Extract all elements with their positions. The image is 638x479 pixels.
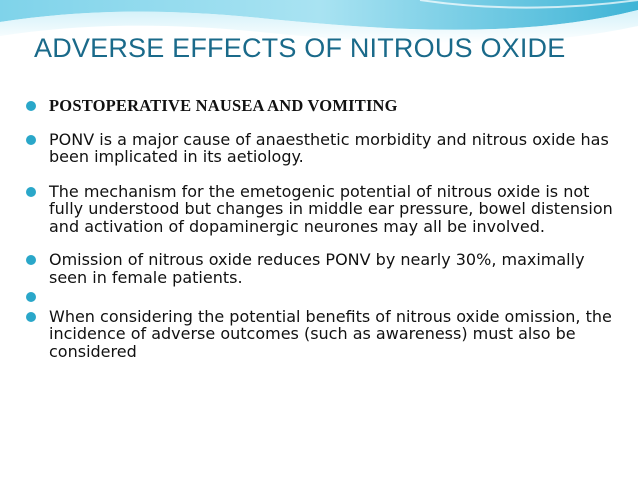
bullet-dot-icon xyxy=(26,101,36,111)
bullet-text: When considering the potential benefits of nitrous oxide omission, the incidence of adverse outcomes (such as awareness) must also be considered xyxy=(49,306,612,361)
bullet-item xyxy=(26,308,626,361)
slide-title: ADVERSE EFFECTS OF NITROUS OXIDE xyxy=(34,33,566,63)
bullet-dot-icon xyxy=(26,187,36,197)
bullet-text: PONV is a major cause of anaesthetic morbidity and nitrous oxide has been implicated in its aetiology. xyxy=(49,129,609,166)
bullet-item xyxy=(26,251,626,286)
bullet-dot-icon xyxy=(26,255,36,265)
bullet-text: POSTOPERATIVE NAUSEA AND VOMITING xyxy=(49,96,398,115)
bullet-item xyxy=(26,183,626,236)
bullet-item xyxy=(26,131,626,166)
bullet-text: Omission of nitrous oxide reduces PONV by nearly 30%, maximally seen in female patients. xyxy=(49,250,585,287)
bullet-dot-icon xyxy=(26,312,36,322)
bullet-dot-icon xyxy=(26,135,36,145)
bullet-text: The mechanism for the emetogenic potential of nitrous oxide is not fully understood but changes in middle ear pressure, bowel distension and activation of dopaminergic neurones may all be involved. xyxy=(49,181,613,236)
bullet-dot-icon xyxy=(26,292,36,302)
bullet-list xyxy=(26,97,626,360)
bullet-item xyxy=(26,97,626,115)
bullet-item-empty xyxy=(26,288,626,306)
